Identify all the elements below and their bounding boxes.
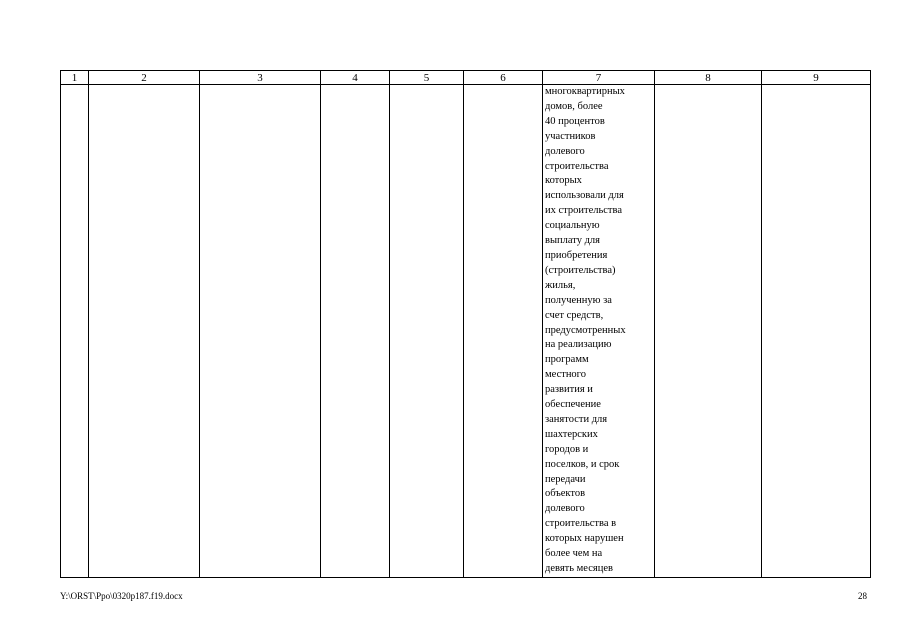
- column-header-9: 9: [762, 71, 871, 85]
- footer-file-path: Y:\ORST\Ppo\0320p187.f19.docx: [60, 591, 183, 601]
- table-cell-col9: [762, 85, 871, 578]
- table-row: [61, 85, 871, 578]
- table-cell-col6: [464, 85, 543, 578]
- column-header-1: 1: [61, 71, 89, 85]
- table-cell-col1: [61, 85, 89, 578]
- table-header-row: [61, 71, 871, 85]
- column-header-3: 3: [200, 71, 321, 85]
- table-cell-col4: [321, 85, 390, 578]
- document-table: [60, 70, 871, 578]
- column-header-6: 6: [464, 71, 543, 85]
- cell-description-text: многоквартирных домов, более 40 процентов участников долевого строительства которых использовали для их строительства социальную выплату для приобретения (строительства) жилья, полученную за счет средств, предусмотренных на реализацию программ местного развития и обеспечение занятости для шахтерских городов и поселков, и срок передачи объектов долевого строительства в которых нарушен более чем на девять месяцев: [545, 86, 626, 574]
- column-header-7: 7: [543, 71, 655, 85]
- column-header-4: 4: [321, 71, 390, 85]
- footer-page-number: 28: [858, 591, 867, 601]
- table-cell-col7: [543, 85, 655, 578]
- table-cell-col8: [655, 85, 762, 578]
- column-header-8: 8: [655, 71, 762, 85]
- column-header-2: 2: [89, 71, 200, 85]
- column-header-5: 5: [390, 71, 464, 85]
- table-cell-col2: [89, 85, 200, 578]
- table-cell-col3: [200, 85, 321, 578]
- table-cell-col5: [390, 85, 464, 578]
